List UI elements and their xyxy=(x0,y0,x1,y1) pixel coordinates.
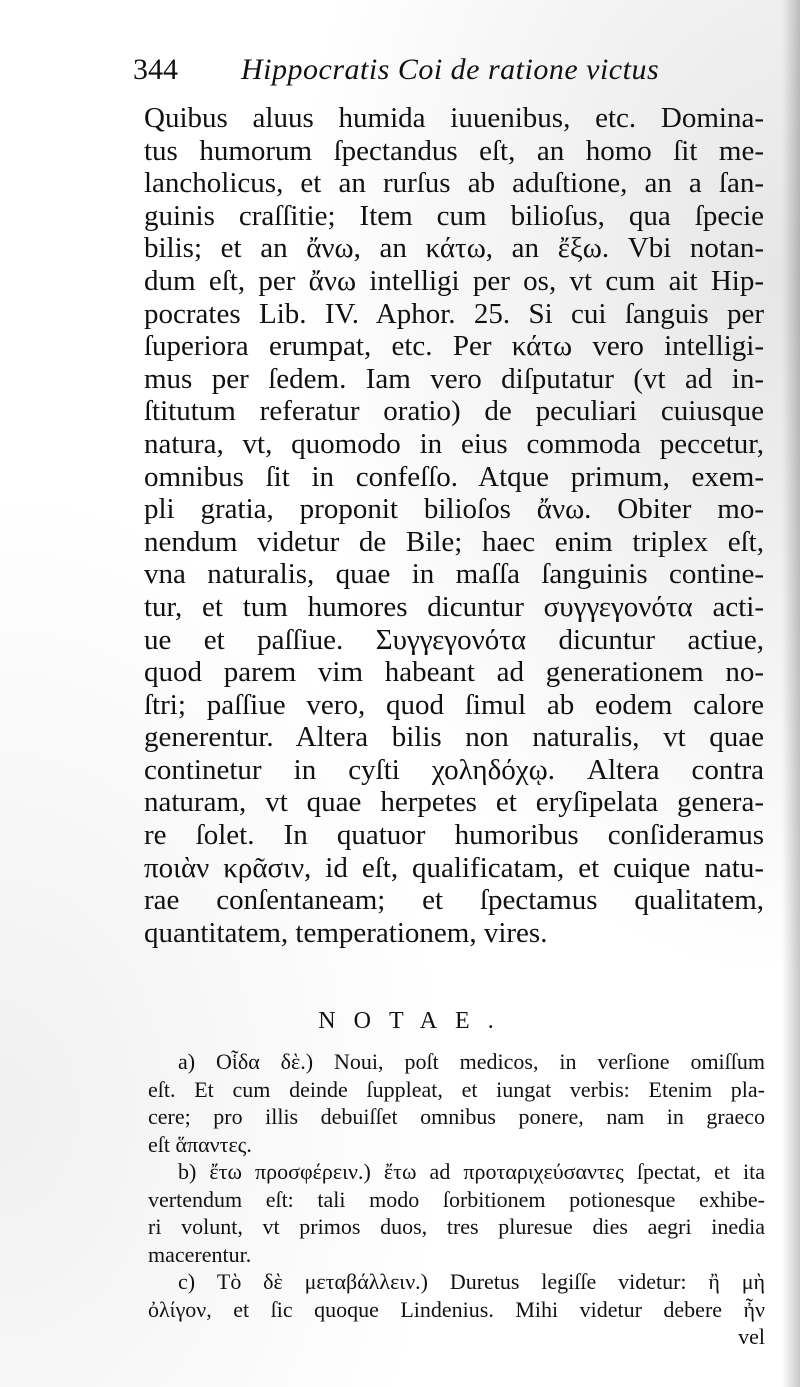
note-line: vertendum eſt: tali modo ſorbitionem potionesque exhibe- xyxy=(148,1186,765,1212)
text-line: tur, et tum humores dicuntur συγγεγονότα acti- xyxy=(144,590,764,623)
text-line: omnibus ſit in confeſſo. Atque primum, exem- xyxy=(144,460,764,493)
note-line: b) ἔτω προσφέρειν.) ἔτω ad προταριχεύσαντες ſpectat, et ita xyxy=(178,1159,765,1184)
note-line: vel xyxy=(738,1324,765,1349)
text-line: ſtitutum referatur oratio) de peculiari cuiusque xyxy=(144,395,764,428)
note-line: c) Τὸ δὲ μεταβάλλειν.) Duretus legiſſe videtur: ἢ μὴ xyxy=(178,1269,765,1294)
note-line: eſt ἅπαντες. xyxy=(148,1131,252,1157)
text-line: guinis craſſitie; Item cum bilioſus, qua ſpecie xyxy=(144,199,764,232)
page-edge-shadow xyxy=(782,0,800,1387)
text-line: mus per ſedem. Iam vero diſputatur (vt ad in- xyxy=(144,362,764,395)
text-line: ποιὰν κρᾶσιν, id eſt, qualificatam, et cuique natu- xyxy=(144,851,764,884)
text-line: quantitatem, temperationem, vires. xyxy=(144,916,548,949)
text-line: dum eſt, per ἄνω intelligi per os, vt cum ait Hip- xyxy=(144,264,764,297)
text-line: naturam, vt quae herpetes et eryſipelata genera- xyxy=(144,786,764,819)
text-line: tus humorum ſpectandus eſt, an homo ſit me- xyxy=(144,134,764,167)
note-line: ri volunt, vt primos duos, tres pluresue dies aegri inedia xyxy=(148,1214,765,1239)
text-line: continetur in cyſti χοληδόχῳ. Altera contra xyxy=(144,753,764,786)
text-line: vna naturalis, quae in maſſa ſanguinis contine- xyxy=(144,558,764,591)
text-line: lancholicus, et an rurſus ab aduſtione, an a ſan- xyxy=(144,167,764,200)
notes-heading: NOTAE. xyxy=(318,1008,512,1034)
text-line: ſtri; paſſiue vero, quod ſimul ab eodem calore xyxy=(144,688,764,721)
text-line: bilis; et an ἄνω, an κάτω, an ἔξω. Vbi notan- xyxy=(144,232,764,265)
text-line: quod parem vim habeant ad generationem no- xyxy=(144,656,764,689)
text-line: ſuperiora erumpat, etc. Per κάτω vero intelligi- xyxy=(144,330,764,363)
text-line: pli gratia, proponit bilioſos ἄνω. Obiter mo- xyxy=(144,493,764,526)
text-line: generentur. Altera bilis non naturalis, vt quae xyxy=(144,721,764,754)
text-line: rae conſentaneam; et ſpectamus qualitatem, xyxy=(144,884,764,917)
footnotes xyxy=(148,1048,765,1351)
note-line: ὀλίγον, et ſic quoque Lindenius. Mihi videtur debere ἦν xyxy=(148,1296,765,1322)
running-title: Hippocratis Coi de ratione victus xyxy=(241,53,660,86)
note-line: a) Οἷδα δὲ.) Noui, poſt medicos, in verſione omiſſum xyxy=(178,1049,765,1074)
text-line: natura, vt, quomodo in eius commoda peccetur, xyxy=(144,427,764,460)
text-line: re ſolet. In quatuor humoribus conſideramus xyxy=(144,819,764,852)
page-number: 344 xyxy=(133,53,178,86)
note-line: cere; pro illis debuiſſet omnibus ponere, nam in graeco xyxy=(148,1104,765,1129)
note-line: macerentur. xyxy=(148,1241,252,1267)
main-text xyxy=(144,102,764,949)
text-line: pocrates Lib. IV. Aphor. 25. Si cui ſanguis per xyxy=(144,297,764,330)
text-line: Quibus aluus humida iuuenibus, etc. Domina- xyxy=(144,102,764,134)
text-line: ue et paſſiue. Συγγεγονότα dicuntur actiue, xyxy=(144,623,764,656)
page-header xyxy=(133,48,773,92)
note-line: eſt. Et cum deinde ſuppleat, et iungat verbis: Etenim pla- xyxy=(148,1076,765,1102)
text-line: nendum videtur de Bile; haec enim triplex eſt, xyxy=(144,525,764,558)
